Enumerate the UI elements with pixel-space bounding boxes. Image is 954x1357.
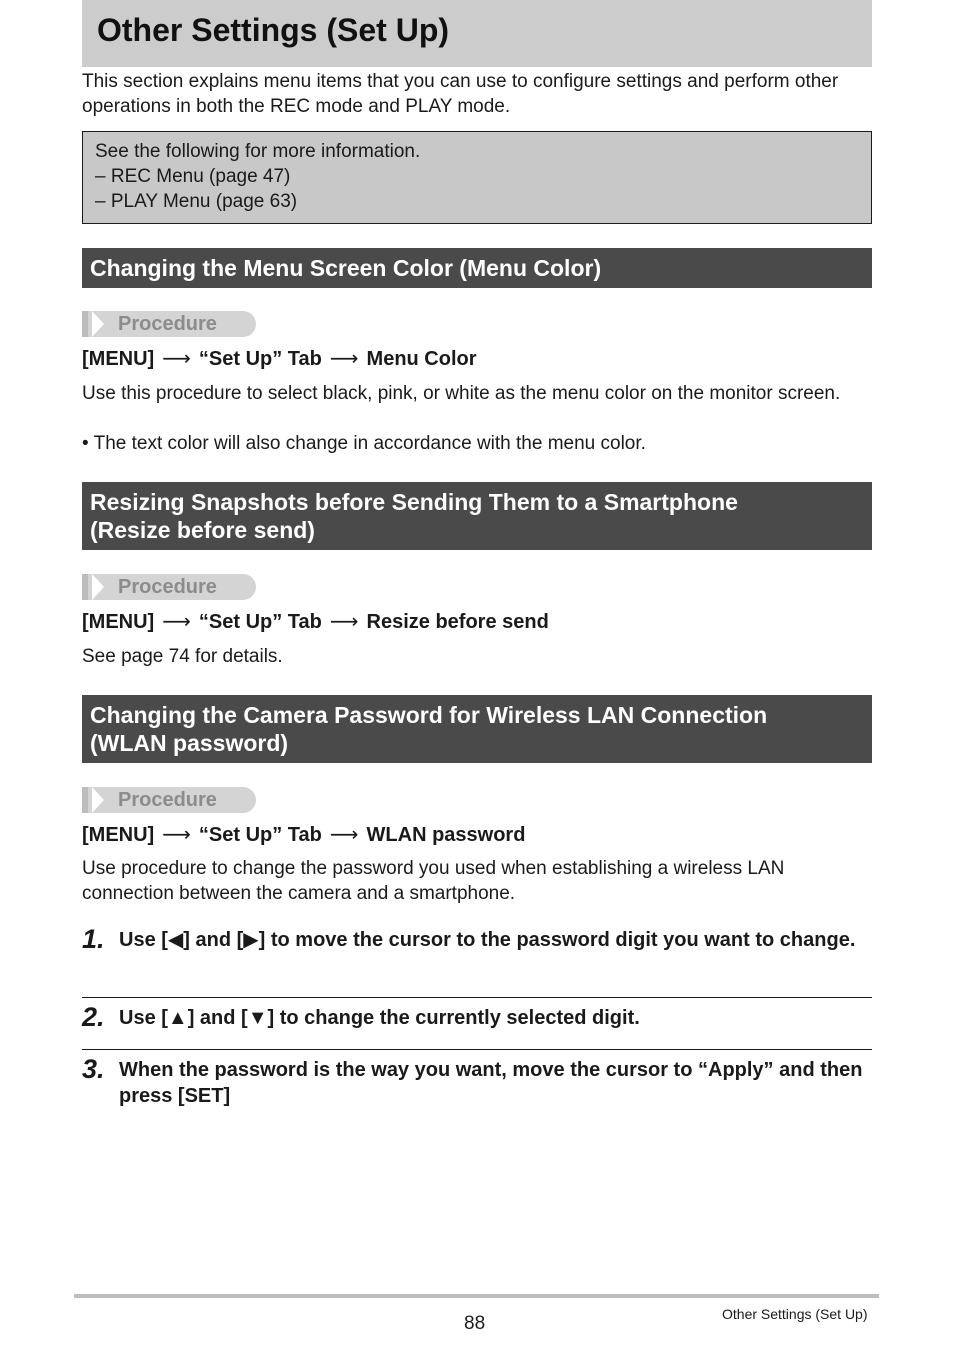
procedure-badge: [82, 311, 256, 337]
step-text: Use [◀] and [▶] to move the cursor to the password digit you want to change.: [119, 929, 856, 951]
section-title-line2: (Resize before send): [90, 517, 315, 543]
procedure-chevron-icon: [92, 787, 104, 813]
note-ref-rec-menu: – REC Menu (page 47): [95, 166, 291, 187]
procedure-bar-icon: [82, 311, 88, 337]
path-step: [MENU]: [82, 611, 155, 633]
section-header-menu-color: [82, 248, 872, 288]
procedure-bar-icon: [82, 574, 88, 600]
procedure-bar-icon: [82, 787, 88, 813]
arrow-right-icon: ⟶: [162, 611, 191, 633]
step-divider: [82, 997, 872, 998]
step-number: 1.: [82, 924, 105, 954]
path-step: “Set Up” Tab: [198, 824, 322, 846]
section-title: Changing the Menu Screen Color (Menu Color): [90, 255, 602, 281]
path-step: Menu Color: [366, 348, 477, 370]
path-step: Resize before send: [366, 611, 549, 633]
menu-path: [82, 822, 525, 848]
step-text: When the password is the way you want, move the cursor to “Apply” and then press [SET]: [119, 1059, 863, 1107]
menu-path: [82, 609, 549, 635]
note-line: See the following for more information.: [95, 141, 421, 162]
menu-path: [82, 346, 477, 372]
section-title-line2: (WLAN password): [90, 730, 289, 756]
procedure-badge: [82, 787, 256, 813]
step-number: 3.: [82, 1054, 105, 1084]
section-body: See page 74 for details.: [82, 646, 283, 667]
footer-section-name: Other Settings (Set Up): [722, 1306, 868, 1322]
procedure-label: Procedure: [118, 576, 217, 598]
page-number: 88: [464, 1313, 486, 1334]
bullet-note: • The text color will also change in accordance with the menu color.: [82, 433, 646, 454]
page-title: Other Settings (Set Up): [97, 12, 450, 48]
step-text: Use [▲] and [▼] to change the currently selected digit.: [119, 1007, 640, 1029]
section-body: Use procedure to change the password you used when establishing a wireless LAN connection between the camera and a smartphone.: [82, 858, 785, 904]
procedure-chevron-icon: [92, 311, 104, 337]
arrow-right-icon: ⟶: [162, 824, 191, 846]
procedure-label: Procedure: [118, 313, 217, 335]
procedure-label: Procedure: [118, 789, 217, 811]
path-step: [MENU]: [82, 348, 155, 370]
section-title-line1: Resizing Snapshots before Sending Them to a Smartphone: [90, 489, 738, 515]
section-body: Use this procedure to select black, pink, or white as the menu color on the monitor screen.: [82, 383, 841, 404]
path-step: WLAN password: [366, 824, 526, 846]
section-title-line1: Changing the Camera Password for Wireless LAN Connection: [90, 702, 768, 728]
section-header-wlan-password: [82, 695, 872, 763]
path-step: “Set Up” Tab: [198, 348, 322, 370]
procedure-badge: [82, 574, 256, 600]
arrow-right-icon: ⟶: [329, 348, 359, 370]
step-divider: [82, 1049, 872, 1050]
arrow-right-icon: ⟶: [329, 824, 359, 846]
path-step: [MENU]: [82, 824, 155, 846]
footer-divider: [74, 1294, 879, 1298]
section-header-resize-before-send: [82, 482, 872, 550]
arrow-right-icon: ⟶: [162, 348, 191, 370]
arrow-right-icon: ⟶: [329, 611, 359, 633]
step-number: 2.: [82, 1002, 105, 1032]
intro-text: This section explains menu items that you can use to configure settings and perform other operations in both the REC mode and PLAY mode.: [82, 71, 839, 117]
path-step: “Set Up” Tab: [198, 611, 322, 633]
procedure-chevron-icon: [92, 574, 104, 600]
note-ref-play-menu: – PLAY Menu (page 63): [95, 191, 298, 212]
